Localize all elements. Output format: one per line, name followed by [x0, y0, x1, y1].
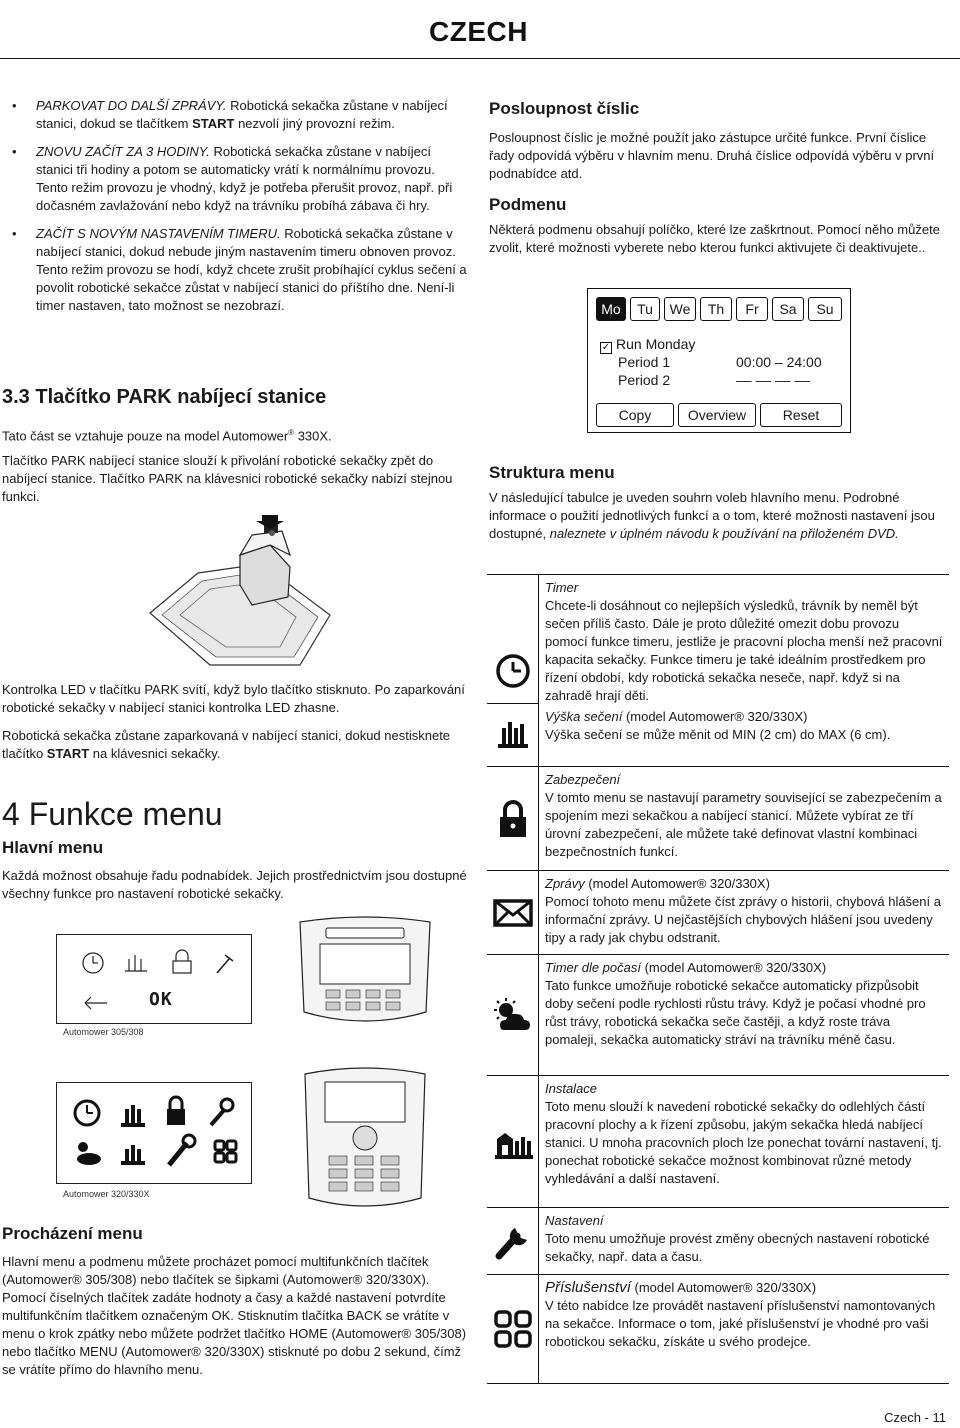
timer-screen — [587, 288, 851, 433]
day-tab-th[interactable]: Th — [700, 297, 732, 321]
ok-label: OK — [149, 989, 173, 1010]
park-led-text: Kontrolka LED v tlačítku PARK svítí, když bylo tlačítko stisknuto. Po zaparkování robotické sekačky v nabíjecí stanici kontrolka LED zhasne. — [2, 682, 465, 715]
menu-item-desc: Chcete-li dosáhnout co nejlepších výsledků, trávník by neměl být sečen příliš často. Dále je proto důležité omezit dobu provozu pomocí funkce timeru, jestliže je pracovní plocha menší než pracovní kapacita sekačky. Funkce timeru je také ideálním prostředkem pro řízení období, kdy robotická sekačka neseče, např. když si na zahradě hrají děti. — [545, 598, 943, 703]
checkbox-icon[interactable]: ✓ — [601, 342, 611, 353]
keypad-305-illustration — [290, 912, 440, 1032]
menu-item-title: Výška sečení — [545, 709, 623, 724]
menu-row-weather-timer — [487, 954, 949, 1075]
header-rule — [0, 58, 960, 59]
day-tab-we[interactable]: We — [664, 297, 696, 321]
menu-item-suffix: (model Automower® 320/330X) — [622, 709, 808, 724]
structure-heading: Struktura menu — [489, 463, 615, 482]
text: na klávesnici sekačky. — [89, 746, 221, 761]
italic-text: naleznete v úplném návodu k používání na přiloženém DVD. — [549, 526, 899, 541]
menu-item-desc: Toto menu umožňuje provést změny obecných nastavení robotické sekačky, např. data a času. — [545, 1231, 930, 1264]
park-start-text — [2, 727, 468, 763]
run-label: Run Monday — [616, 336, 696, 352]
display-305-308 — [56, 934, 252, 1037]
bold-text: START — [46, 746, 90, 761]
browse-heading: Procházení menu — [2, 1224, 143, 1243]
menu-item-suffix: (model Automower® 320/330X) — [640, 960, 827, 975]
menu-item-desc: Pomocí tohoto menu můžete číst zprávy o historii, chybová hlášení a informační zprávy. U nejčastějších chybových hlášení jsou uvedeny tipy a rady jak chybu odstranit. — [545, 894, 941, 945]
icon-cell — [487, 1275, 539, 1383]
icon-cell — [487, 1076, 539, 1207]
copy-button[interactable]: Copy — [596, 403, 674, 427]
menu-item-desc: Výška sečení se může měnit od MIN (2 cm) do MAX (6 cm). — [545, 727, 891, 742]
display-320-330x — [56, 1082, 252, 1199]
main-menu-text: Každá možnost obsahuje řadu podnabídek. Jejich prostřednictvím jsou dostupné všechny funkce pro nastavení robotické sekačky. — [2, 868, 467, 901]
icon-cell — [487, 871, 539, 954]
clock-icon — [494, 652, 532, 690]
grass-height-icon — [494, 718, 532, 752]
menu-row-cutting-height — [487, 703, 949, 766]
day-tab-sa[interactable]: Sa — [772, 297, 804, 321]
menu-item-desc: Toto menu slouží k navedení robotické sekačky do odlehlých částí pracovní plochy a k řízení způsobu, jakým sekačka hledá nabíjecí stanici. U mnoha pracovních ploch lze ponechat tovární nastavení, tj. ponechat robotické sekačce možnost kombinovat různé metody vyhledávání a další nastavení. — [545, 1099, 942, 1186]
day-tab-su[interactable]: Su — [808, 297, 842, 321]
lock-icon — [495, 799, 531, 839]
list-item — [8, 225, 468, 315]
menu-text — [545, 875, 943, 947]
menu-text — [545, 579, 943, 705]
text: Robotická sekačka zůstane zaparkovaná v nabíjecí stanici, dokud nestisknete tlačítko — [2, 728, 451, 761]
browse-text: Hlavní menu a podmenu můžete procházet pomocí multifunkčních tlačítek (Automower® 305/308) nebo tlačítek se šipkami (Automower® 320/330X). Pomocí číselných tlačítek zadáte hodnoty a časy a každé nastavení potvrdíte multifunkčním tlačítkem označeným OK. Stisknutím tlačítka BACK se vrátíte v menu o krok zpátky nebo můžete podržet tlačítko HOME (Automower® 305/308) nebo tlačítko MENU (Automower® 320/330X) stisknuté po dobu 2 sekund, čímž se vrátíte přímo do hlavního menu. — [2, 1254, 467, 1377]
menu-row-accessories — [487, 1274, 949, 1384]
text: Tato část se vztahuje pouze na model Automower — [2, 428, 289, 444]
sequence-text: Posloupnost číslic je možné použít jako zástupce určité funkce. První číslice řady odpovídá výběru v hlavním menu. Druhá číslice odpovídá výběru v první podnabídce atd. — [489, 130, 935, 181]
text: 330X. — [294, 428, 332, 444]
day-tab-fr[interactable]: Fr — [736, 297, 768, 321]
menu-item-suffix: (model Automower® 320/330X) — [630, 1280, 817, 1295]
menu-item-title: Instalace — [545, 1081, 598, 1096]
list-item — [8, 97, 468, 133]
menu-text — [545, 1212, 943, 1266]
bullet-text: nezvolí jiný provozní režim. — [234, 116, 395, 131]
display-320-icons — [69, 1091, 241, 1177]
weather-icon — [492, 998, 534, 1032]
main-menu-heading: Hlavní menu — [2, 838, 104, 857]
overview-button[interactable]: Overview — [678, 403, 756, 427]
menu-text — [545, 771, 943, 861]
day-tab-mo[interactable]: Mo — [596, 297, 626, 321]
caption-320: Automower 320/330X — [63, 1189, 150, 1199]
structure-text — [489, 489, 951, 543]
menu-item-title: Timer — [545, 580, 579, 595]
text: V následující tabulce je uveden souhrn voleb hlavního menu. Podrobné informace o použití jednotlivých funkcí a o tom, které možnosti nastavení jsou dostupné, — [489, 490, 935, 541]
menu-item-desc: V této nabídce lze provádět nastavení příslušenství namontovaných na sekačce. Informace o tom, jaké příslušenství je vhodné pro vaši robotickou sekačku, získáte u svého prodejce. — [545, 1298, 936, 1349]
menu-row-security — [487, 766, 949, 870]
menu-item-title: Zabezpečení — [545, 772, 621, 787]
park-scope-text — [2, 424, 468, 445]
bullet-title: ZAČÍT S NOVÝM NASTAVENÍM TIMERU. — [36, 226, 281, 241]
park-description: Tlačítko PARK nabíjecí stanice slouží k přivolání robotické sekačky zpět do nabíjecí stanice. Tlačítko PARK na klávesnici robotické sekačky nabízí stejnou funkci. — [2, 453, 453, 504]
menu-row-settings — [487, 1207, 949, 1274]
charging-station-illustration — [140, 515, 340, 675]
menu-row-messages — [487, 870, 949, 954]
reg-mark: ® — [288, 428, 295, 437]
menu-item-title: Timer dle počasí — [545, 960, 641, 975]
menu-text — [545, 959, 943, 1049]
menu-item-suffix: (model Automower® 320/330X) — [584, 876, 770, 891]
menu-text — [545, 1279, 943, 1351]
menu-item-desc: V tomto menu se nastavují parametry související se zabezpečením a spojením mezi sekačkou a nabíjecí stanicí. Můžete vybírat ze tří úrovní zabezpečení, ale můžete také definovat vlastní kombinaci bezpečnostních funkcí. — [545, 790, 942, 859]
sequence-heading: Posloupnost číslic — [489, 99, 640, 118]
day-tab-tu[interactable]: Tu — [630, 297, 660, 321]
language-header: CZECH — [429, 16, 528, 47]
menu-row-installation — [487, 1075, 949, 1207]
page-number: Czech - 11 — [884, 1410, 946, 1425]
caption-305: Automower 305/308 — [63, 1027, 144, 1037]
bullet-bold: START — [192, 116, 235, 131]
reset-button[interactable]: Reset — [760, 403, 842, 427]
accessories-icon — [493, 1309, 533, 1349]
run-monday-row[interactable] — [600, 335, 695, 354]
period-1-label: Period 1 — [618, 354, 671, 370]
list-item — [8, 143, 468, 215]
period-1-time[interactable]: 00:00 – 24:00 — [736, 354, 822, 370]
submenu-heading: Podmenu — [489, 195, 567, 214]
menu-text — [545, 708, 943, 744]
wrench-icon — [493, 1222, 533, 1260]
icon-cell — [487, 955, 539, 1075]
menu-item-title: Nastavení — [545, 1213, 604, 1228]
menu-text — [545, 1080, 943, 1188]
bullet-title: PARKOVAT DO DALŠÍ ZPRÁVY. — [36, 98, 227, 113]
icon-cell — [487, 767, 539, 870]
bullet-text: Robotická sekačka zůstane v nabíjecí stanici, dokud nebude jiným nastavením timeru obnoven provoz. Tento režim provozu se hodí, když chcete zrušit probíhající cyklus sečení a povolit robotické sekačce zůstat v nabíjecí stanici do příštího dne. Není-li timer nastaven, tato možnost se nezobrazí. — [36, 226, 467, 313]
menu-functions-heading: 4 Funkce menu — [2, 796, 223, 832]
park-options-list — [8, 97, 468, 325]
menu-item-desc: Tato funkce umožňuje robotické sekačce automaticky přizpůsobit doby sečení podle rychlosti růstu trávy. Když je počasí vhodné pro růst trávy, robotická sekačka seče častěji, a když roste tráva pomaleji, sekačka automaticky stráví na trávníku méně času. — [545, 978, 926, 1047]
period-2-time[interactable]: –– –– –– –– — [736, 372, 810, 388]
menu-item-title: Zprávy — [545, 876, 585, 891]
icon-cell — [487, 703, 539, 766]
bullet-text: Robotická sekačka zůstane v nabíjecí stanici tři hodiny a potom se automaticky vrátí k normálnímu provozu. Tento režim provozu je vhodný, když je potřeba přerušit provoz, např. při dočasném zavlažování nebo když na trávníku probíhá zábava či hry. — [36, 144, 453, 213]
period-2-label: Period 2 — [618, 372, 671, 388]
submenu-text: Některá podmenu obsahují políčko, které lze zaškrtnout. Pomocí něho můžete zvolit, které možnosti vyberete nebo kterou funkci aktivujete či deaktivujete.. — [489, 222, 940, 255]
installation-icon — [493, 1125, 533, 1159]
mail-icon — [493, 899, 533, 927]
bullet-title: ZNOVU ZAČÍT ZA 3 HODINY. — [36, 144, 210, 159]
park-heading: 3.3 Tlačítko PARK nabíjecí stanice — [2, 386, 327, 408]
keypad-320-illustration — [295, 1062, 435, 1212]
menu-item-title: Příslušenství — [545, 1279, 631, 1296]
icon-cell — [487, 1208, 539, 1274]
bullet-text: Robotická sekačka zůstane v nabíjecí stanici, dokud se tlačítkem — [36, 98, 448, 131]
